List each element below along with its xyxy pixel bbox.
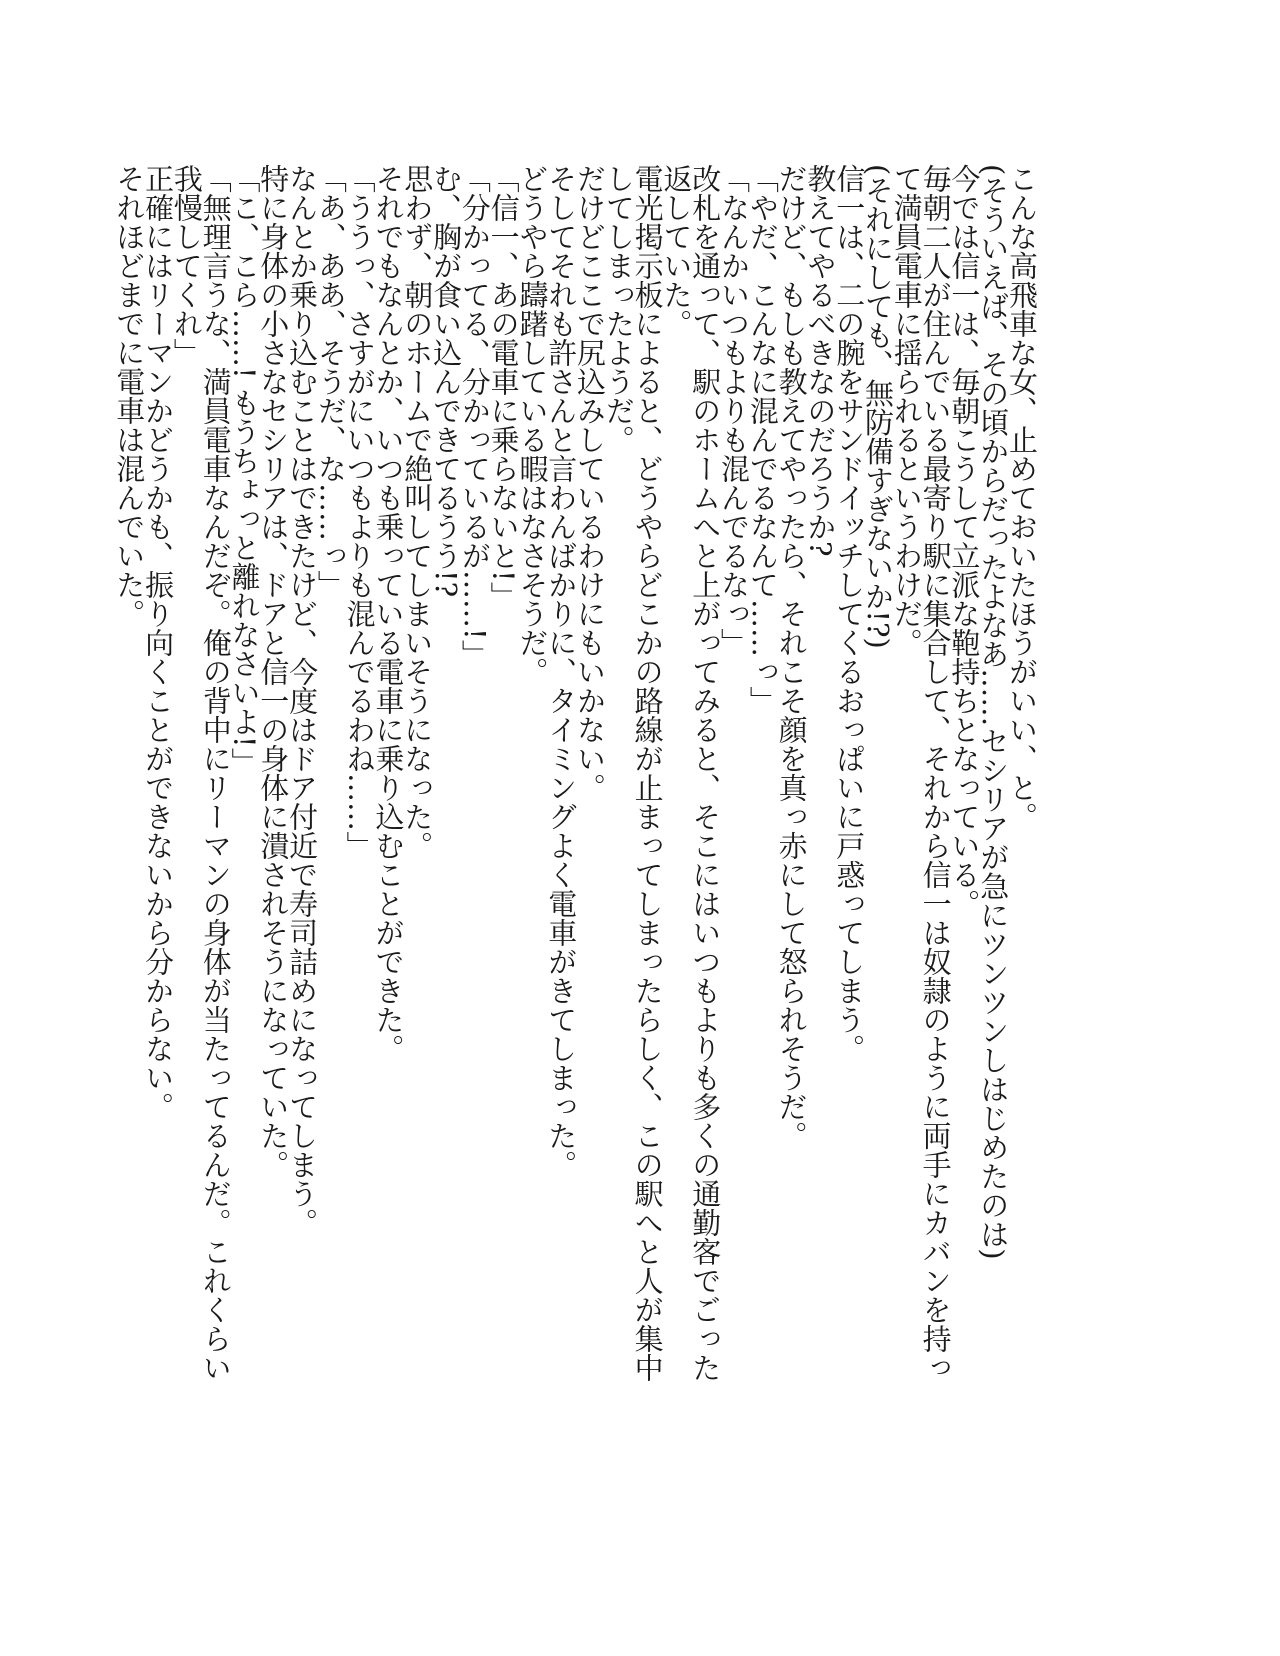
text-line: (そういえば、その頃からだったよなあ……セシリアが急にツンツンしはじめたのは) bbox=[976, 164, 1011, 1260]
text-line: 電光掲示板によると、どうやらどこかの路線が止まってしまったらしく、この駅へと人が集中してしまったようだ。 bbox=[601, 164, 665, 1382]
text-line: 改札を通って、駅のホームへと上がってみると、そこにはいつもよりも多くの通勤客でごった返していた。 bbox=[659, 164, 723, 1382]
text-line: (それにしても、無防備すぎないか!?) bbox=[861, 164, 896, 649]
vertical-text-body bbox=[112, 164, 1039, 1398]
dialogue-line: 「ううっ、さすがにいつもよりも混んでるわね……」 bbox=[342, 164, 377, 860]
text-line: 信一は、二の腕をサンドイッチしてくるおっぱいに戸惑ってしまう。 bbox=[832, 164, 867, 1063]
dialogue-line: 「なんかいつもよりも混んでるなっ」 bbox=[717, 164, 752, 657]
text-line: 今では信一は、毎朝こうして立派な鞄持ちとなっている。 bbox=[947, 164, 982, 918]
dialogue-line: 「やだ、こんなに混んでるなんて……っ」 bbox=[745, 164, 780, 715]
dialogue-line: 「こ、こら……! もうちょっと離れなさいよ!」 bbox=[227, 164, 262, 777]
text-line: こんな高飛車な女、止めておいたほうがいい、と。 bbox=[1005, 164, 1039, 831]
text-line: 正確にはリーマンかどうかも、振り向くことができないから分からない。 bbox=[141, 164, 176, 1121]
text-line: そしてそれも許さんと言わんばかりに、タイミングよく電車がきてしまった。 bbox=[544, 164, 579, 1179]
text-line: む、胸が食い込んできてるうう!? bbox=[429, 164, 464, 598]
text-line: だけどここで尻込みしているわけにもいかない。 bbox=[573, 164, 608, 802]
text-line: それほどまでに電車は混んでいた。 bbox=[112, 164, 147, 628]
text-line: それでもなんとか、いつも乗っている電車に乗り込むことができた。 bbox=[371, 164, 406, 1063]
dialogue-line: 「あ、ああ、そうだ、な……っ」 bbox=[313, 164, 348, 599]
dialogue-line: 「分かってる、分かっているが……!」 bbox=[457, 164, 492, 669]
dialogue-line: 「無理言うな、満員電車なんだぞ。俺の背中にリーマンの身体が当たってるんだ。これくらい我慢してくれ」 bbox=[169, 164, 233, 1382]
text-line: 特に身体の小さなセシリアは、ドアと信一の身体に潰されそうになっていた。 bbox=[256, 164, 291, 1179]
dialogue-line: 「信一、あの電車に乗らないと!」 bbox=[486, 164, 521, 611]
text-line: なんとか乗り込むことはできたけど、今度はドア付近で寿司詰めになってしまう。 bbox=[285, 164, 320, 1237]
text-line: 思わず、朝のホームで絶叫してしまいそうになった。 bbox=[400, 164, 435, 860]
text-line: だけど、もしも教えてやったら、それこそ顔を真っ赤にして怒られそうだ。 bbox=[774, 164, 809, 1150]
text-line: 毎朝二人が住んでいる最寄り駅に集合して、それから信一は奴隷のように両手にカバンを持って満員電車に揺られるというわけだ。 bbox=[889, 164, 953, 1382]
text-line: 教えてやるべきなのだろうか? bbox=[803, 164, 838, 557]
text-line: どうやら躊躇している暇はなさそうだ。 bbox=[515, 164, 550, 686]
